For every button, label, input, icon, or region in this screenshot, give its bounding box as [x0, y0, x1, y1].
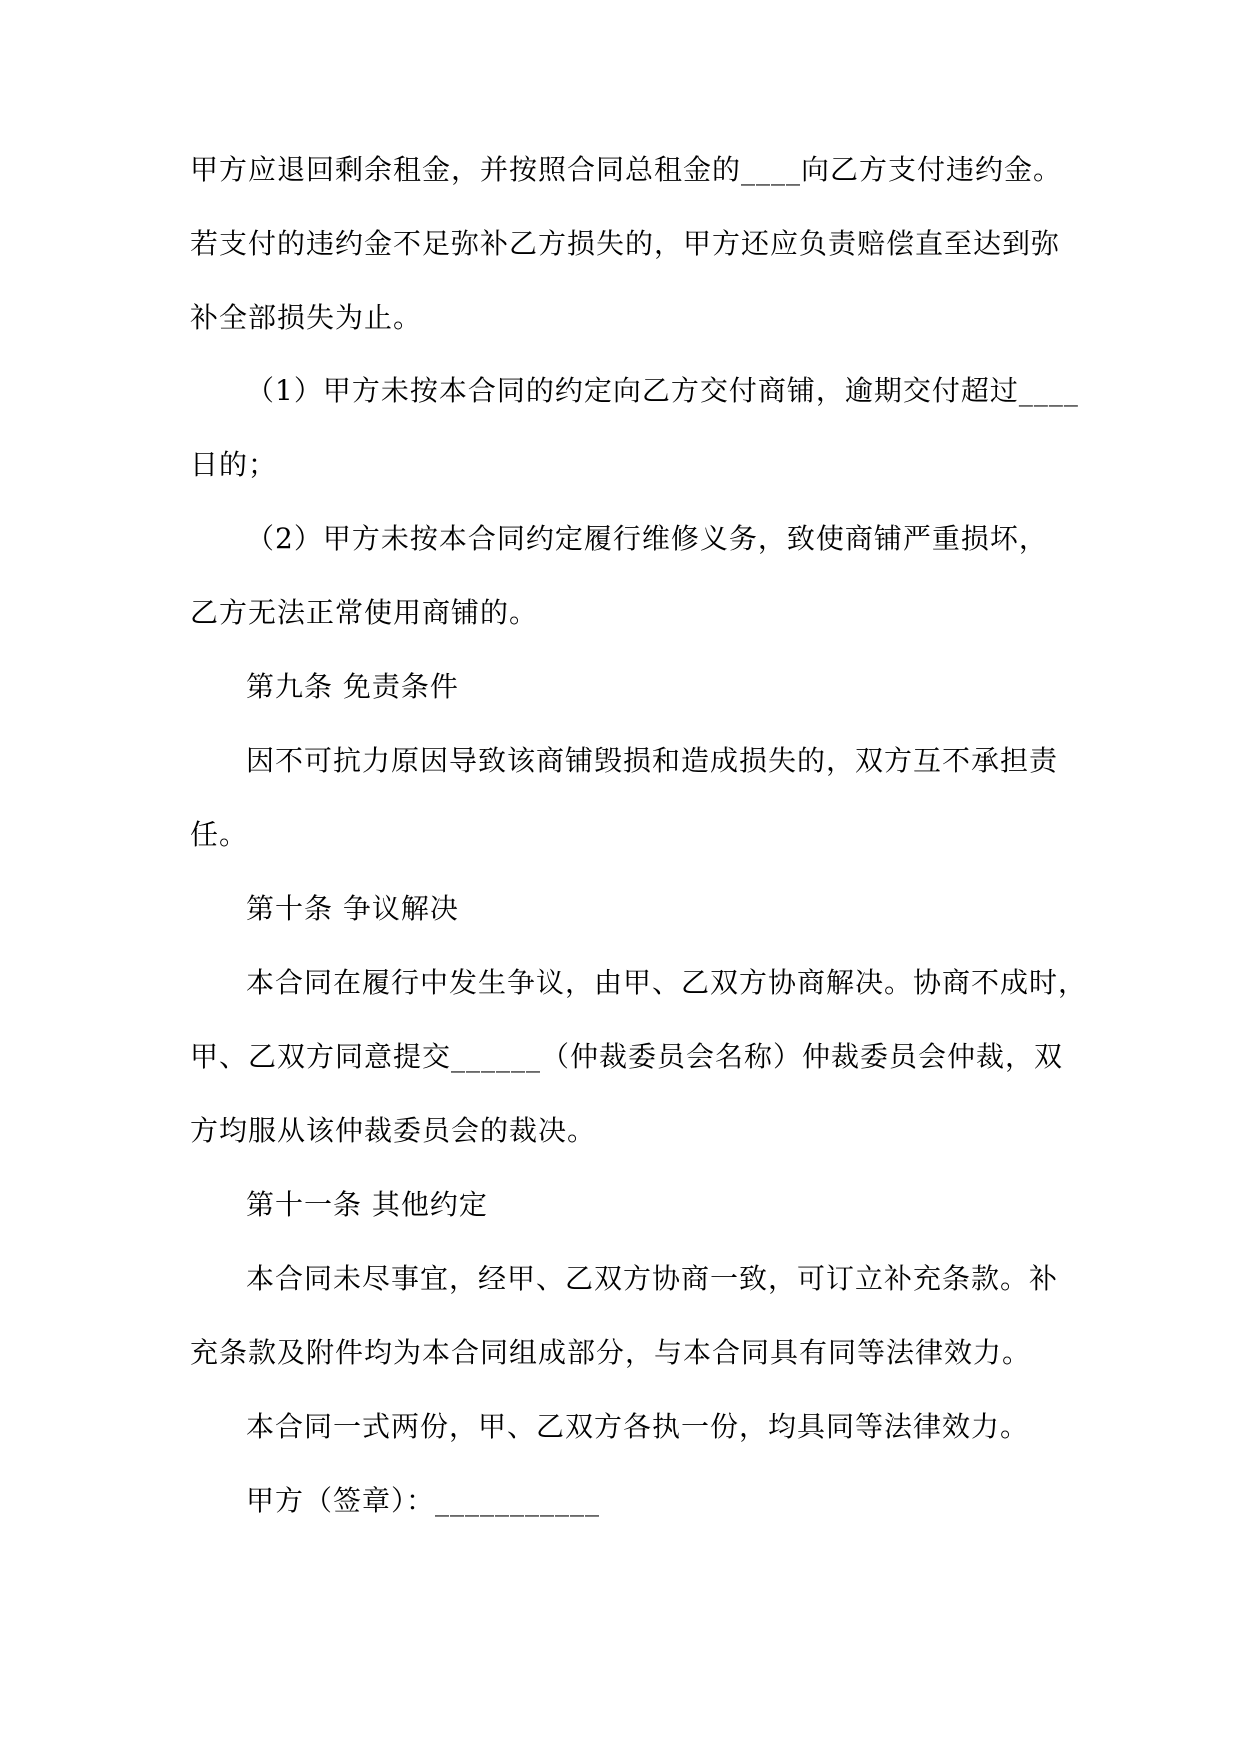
paragraph-line: （1）甲方未按本合同的约定向乙方交付商铺，逾期交付超过____: [246, 374, 1079, 407]
paragraph-line: 补全部损失为止。: [190, 301, 423, 334]
paragraph-line: （2）甲方未按本合同约定履行维修义务，致使商铺严重损坏，: [246, 522, 1048, 555]
paragraph-line: 乙方无法正常使用商铺的。: [190, 596, 539, 629]
paragraph-line: 本合同一式两份，甲、乙双方各执一份，均具同等法律效力。: [246, 1410, 1030, 1443]
paragraph-line: 本合同在履行中发生争议，由甲、乙双方协商解决。协商不成时，: [246, 966, 1088, 999]
paragraph-line: 甲、乙双方同意提交______（仲裁委员会名称）仲裁委员会仲裁，双: [190, 1040, 1064, 1073]
paragraph-line: 甲方应退回剩余租金，并按照合同总租金的____向乙方支付违约金。: [190, 153, 1063, 186]
section-heading: 第十条 争议解决: [246, 892, 459, 925]
section-heading: 第九条 免责条件: [246, 670, 459, 703]
paragraph-line: 本合同未尽事宜，经甲、乙双方协商一致，可订立补充条款。补: [246, 1262, 1059, 1295]
signature-line-party-a: 甲方（签章）：___________: [246, 1484, 601, 1517]
section-heading: 第十一条 其他约定: [246, 1188, 488, 1221]
paragraph-line: 充条款及附件均为本合同组成部分，与本合同具有同等法律效力。: [190, 1336, 1032, 1369]
paragraph-line: 方均服从该仲裁委员会的裁决。: [190, 1114, 597, 1147]
paragraph-line: 因不可抗力原因导致该商铺毁损和造成损失的，双方互不承担责: [246, 744, 1059, 777]
paragraph-line: 若支付的违约金不足弥补乙方损失的，甲方还应负责赔偿直至达到弥: [190, 227, 1061, 260]
paragraph-line: 日的；: [190, 448, 278, 481]
paragraph-line: 任。: [190, 818, 249, 851]
